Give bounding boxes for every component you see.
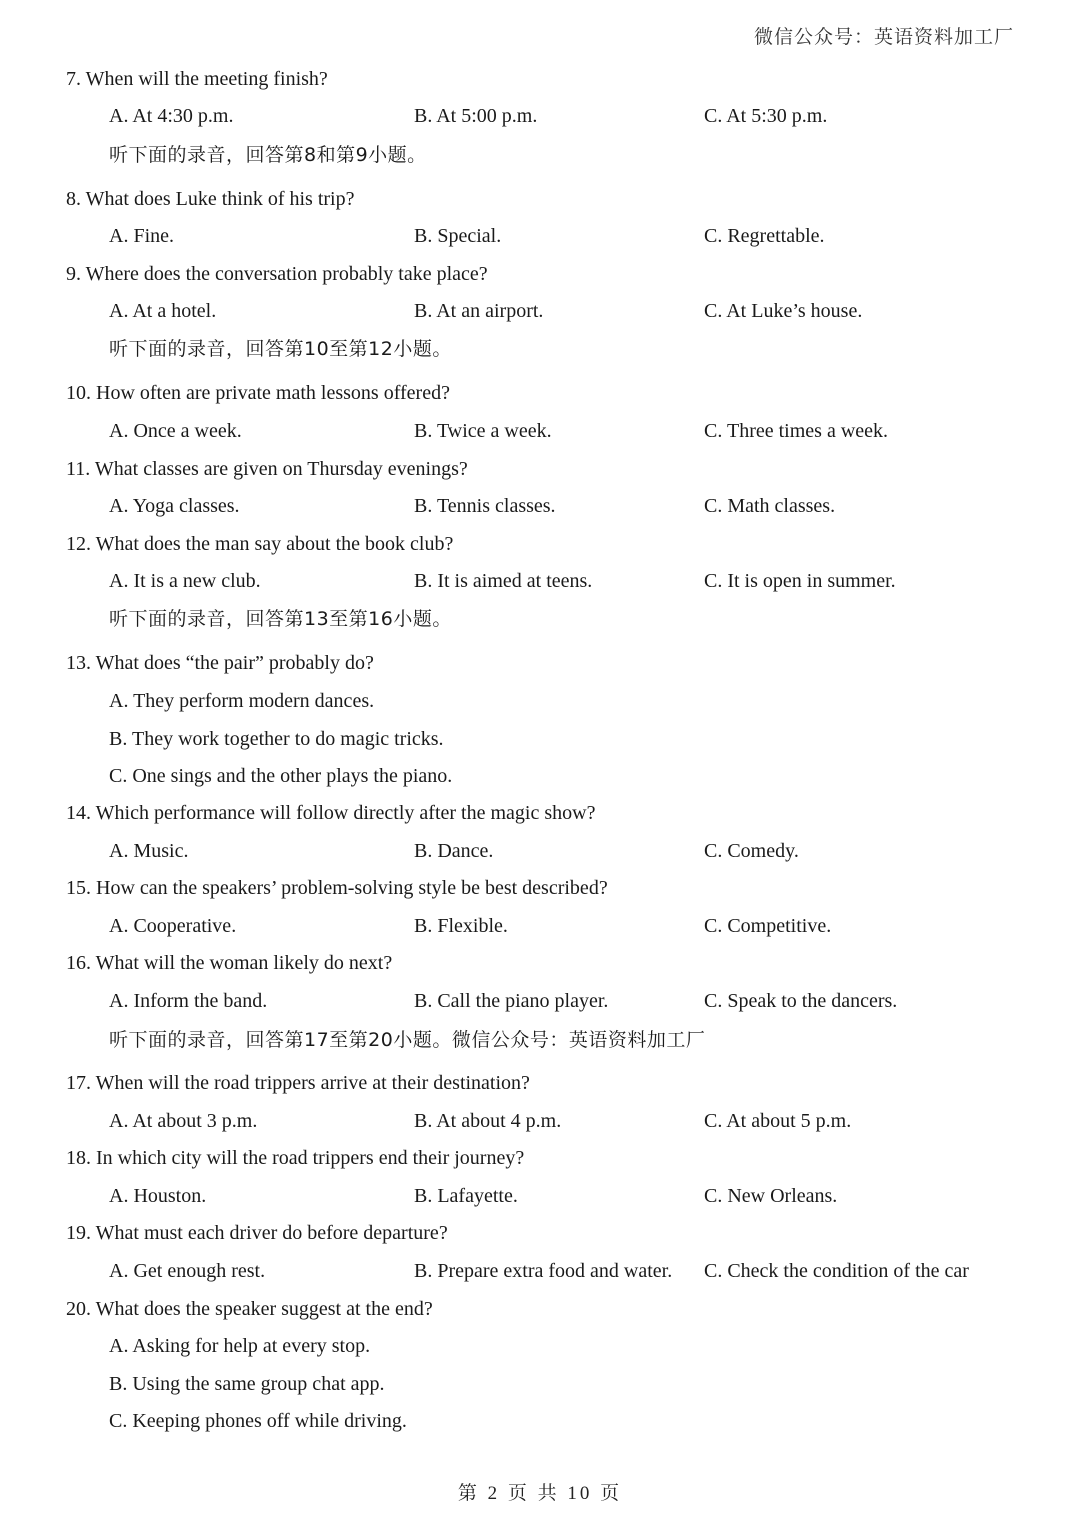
question-19-option-a: A. Get enough rest. [109, 1260, 266, 1282]
question-7-option-b: B. At 5:00 p.m. [414, 105, 538, 127]
question-20-stem: 20. What does the speaker suggest at the end? [66, 1298, 433, 1320]
question-15-option-a: A. Cooperative. [109, 915, 237, 937]
question-18-stem: 18. In which city will the road trippers end their journey? [66, 1147, 525, 1169]
question-14-option-b: B. Dance. [414, 840, 494, 862]
question-12-stem: 12. What does the man say about the book club? [66, 533, 454, 555]
question-10-option-a: A. Once a week. [109, 420, 242, 442]
question-11-option-a: A. Yoga classes. [109, 495, 240, 517]
question-20-option-c: C. Keeping phones off while driving. [109, 1410, 407, 1432]
question-18-option-c: C. New Orleans. [704, 1185, 838, 1207]
header-watermark: 微信公众号：英语资料加工厂 [753, 27, 1014, 48]
question-10-option-c: C. Three times a week. [704, 420, 889, 442]
question-20-option-b: B. Using the same group chat app. [109, 1373, 385, 1395]
instruction-4: 听下面的录音，回答第17至第20小题。微信公众号：英语资料加工厂 [109, 1029, 706, 1051]
question-12-option-c: C. It is open in summer. [704, 570, 896, 592]
question-9-option-b: B. At an airport. [414, 300, 544, 322]
question-18-option-b: B. Lafayette. [414, 1185, 518, 1207]
question-14-stem: 14. Which performance will follow directly after the magic show? [66, 802, 596, 824]
question-12-option-a: A. It is a new club. [109, 570, 261, 592]
instruction-2: 听下面的录音，回答第10至第12小题。 [109, 338, 452, 360]
instruction-3: 听下面的录音，回答第13至第16小题。 [109, 608, 452, 630]
question-11-option-c: C. Math classes. [704, 495, 836, 517]
question-19-stem: 19. What must each driver do before departure? [66, 1222, 448, 1244]
question-17-option-a: A. At about 3 p.m. [109, 1110, 258, 1132]
question-14-option-a: A. Music. [109, 840, 189, 862]
question-19-option-c: C. Check the condition of the car [704, 1260, 969, 1282]
question-9-option-c: C. At Luke’s house. [704, 300, 863, 322]
question-10-stem: 10. How often are private math lessons offered? [66, 382, 450, 404]
question-16-option-a: A. Inform the band. [109, 990, 268, 1012]
question-8-option-b: B. Special. [414, 225, 502, 247]
question-13-stem: 13. What does “the pair” probably do? [66, 652, 374, 674]
question-9-option-a: A. At a hotel. [109, 300, 217, 322]
question-19-option-b: B. Prepare extra food and water. [414, 1260, 673, 1282]
question-8-stem: 8. What does Luke think of his trip? [66, 188, 355, 210]
question-17-option-c: C. At about 5 p.m. [704, 1110, 852, 1132]
question-13-option-a: A. They perform modern dances. [109, 690, 375, 712]
question-15-stem: 15. How can the speakers’ problem-solving style be best described? [66, 877, 608, 899]
question-7-option-c: C. At 5:30 p.m. [704, 105, 828, 127]
question-13-option-c: C. One sings and the other plays the piano. [109, 765, 453, 787]
question-16-option-b: B. Call the piano player. [414, 990, 609, 1012]
question-7-option-a: A. At 4:30 p.m. [109, 105, 234, 127]
question-9-stem: 9. Where does the conversation probably take place? [66, 263, 488, 285]
question-7-stem: 7. When will the meeting finish? [66, 68, 328, 90]
question-14-option-c: C. Comedy. [704, 840, 799, 862]
question-16-stem: 16. What will the woman likely do next? [66, 952, 393, 974]
question-8-option-a: A. Fine. [109, 225, 174, 247]
question-8-option-c: C. Regrettable. [704, 225, 825, 247]
question-15-option-c: C. Competitive. [704, 915, 832, 937]
question-13-option-b: B. They work together to do magic tricks. [109, 728, 444, 750]
question-10-option-b: B. Twice a week. [414, 420, 552, 442]
question-16-option-c: C. Speak to the dancers. [704, 990, 898, 1012]
question-11-option-b: B. Tennis classes. [414, 495, 556, 517]
question-12-option-b: B. It is aimed at teens. [414, 570, 593, 592]
question-15-option-b: B. Flexible. [414, 915, 508, 937]
page-number: 第 2 页 共 10 页 [457, 1483, 623, 1504]
question-18-option-a: A. Houston. [109, 1185, 207, 1207]
question-17-option-b: B. At about 4 p.m. [414, 1110, 562, 1132]
question-20-option-a: A. Asking for help at every stop. [109, 1335, 371, 1357]
question-11-stem: 11. What classes are given on Thursday evenings? [66, 458, 468, 480]
instruction-1: 听下面的录音，回答第8和第9小题。 [109, 144, 427, 166]
question-17-stem: 17. When will the road trippers arrive at their destination? [66, 1072, 530, 1094]
